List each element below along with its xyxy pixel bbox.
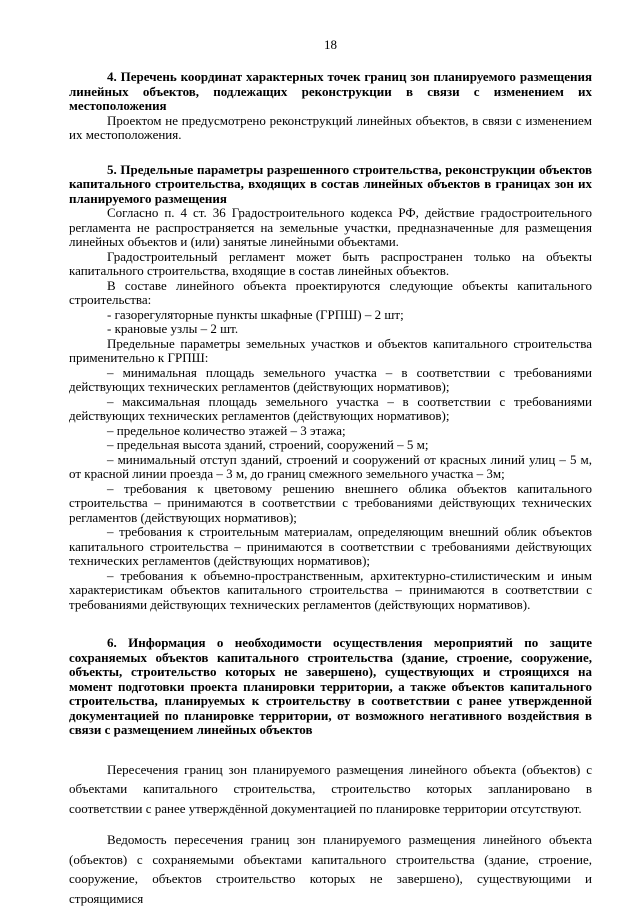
spacer	[69, 143, 592, 163]
section-5-list-item: - крановые узлы – 2 шт.	[107, 321, 239, 336]
section-5-heading: 5. Предельные параметры разрешенного строительства, реконструкции объектов капитального строительства, входящих в состав линейных объектов в границах зон их планируемого размещения	[69, 161, 592, 206]
section-6-paragraph: Ведомость пересечения границ зон планируемого размещения линейного объекта (объектов) с сохраняемыми объектами капитального строительства (здание, строение, сооружение, объектов строительство которых не завершено), существующими и строящимися	[69, 832, 592, 906]
section-6-paragraph: Пересечения границ зон планируемого размещения линейного объекта (объектов) с объектами капитального строительства, строительство которых запланировано в соответствии с ранее утверждённой документацией по планировке территории отсутствуют.	[69, 761, 592, 816]
spacer	[69, 738, 592, 760]
section-5-list-item: – максимальная площадь земельного участка – в соответствии с требованиями действующих технических регламентов (действующих нормативов);	[69, 393, 592, 423]
page-number: 18	[324, 37, 337, 52]
section-5-paragraph: В составе линейного объекта проектируются следующие объекты капитального строительства:	[69, 277, 592, 307]
section-5-list-item: – требования к строительным материалам, определяющим внешний облик объектов капитального строительства – принимаются в соответствии с требованиями действующих технических регламентов (действующих нормативов);	[69, 524, 592, 568]
section-5-list-item: – требования к цветовому решению внешнего облика объектов капитального строительства – принимаются в соответствии с требованиями действующих технических регламентов (действующих нормативов);	[69, 480, 592, 525]
section-6-heading: 6. Информация о необходимости осуществления мероприятий по защите сохраняемых объектов капитального строительства (здание, строение, сооружение, объекты, строительство которых не завершено), существующих и строящихся на момент подготовки проекта планировки территории, а также объектов капитального строительства, планируемых к строительству в соответствии с ранее утвержденной документацией по планировке территории, от возможного негативного воздействия в связи с размещением линейных объектов	[69, 635, 592, 737]
section-5-list-item: – минимальная площадь земельного участка – в соответствии с требованиями действующих технических регламентов (действующих нормативов);	[69, 364, 592, 394]
section-5-list-item: - газорегуляторные пункты шкафные (ГРПШ) – 2 шт;	[107, 306, 404, 322]
section-5-list-item: – требования к объемно-пространственным, архитектурно-стилистическим и иным характеристикам объектов капитального строительства – принимаются в соответствии с требованиями действующих технических регламентов (действующих нормативов).	[69, 567, 592, 612]
spacer	[69, 612, 592, 636]
section-4-paragraph: Проектом не предусмотрено реконструкций линейных объектов, в связи с изменением их местоположения.	[69, 112, 592, 142]
section-5-paragraph: Согласно п. 4 ст. 36 Градостроительного кодекса РФ, действие градостроительного регламента не распространяется на земельные участки, предназначенные для размещения линейных объектов и (или) занятые линейными объектами.	[69, 205, 592, 249]
section-5-list-item: – предельное количество этажей – 3 этажа;	[107, 422, 346, 438]
section-5-list-item: – минимальный отступ зданий, строений и сооружений от красных линий улиц – 5 м, от красной линии проезда – 3 м, до границ смежного земельного участка – 3м;	[69, 451, 592, 481]
section-5-list-item: – предельная высота зданий, строений, сооружений – 5 м;	[107, 437, 429, 452]
section-5-paragraph: Предельные параметры земельных участков и объектов капитального строительства применительно к ГРПШ:	[69, 335, 592, 365]
section-5-paragraph: Градостроительный регламент может быть распространен только на объекты капитального строительства, входящие в состав линейных объектов.	[69, 248, 592, 278]
section-4-heading: 4. Перечень координат характерных точек границ зон планируемого размещения линейных объектов, подлежащих реконструкции в связи с изменением их местоположения	[69, 69, 592, 113]
spacer	[69, 818, 592, 830]
